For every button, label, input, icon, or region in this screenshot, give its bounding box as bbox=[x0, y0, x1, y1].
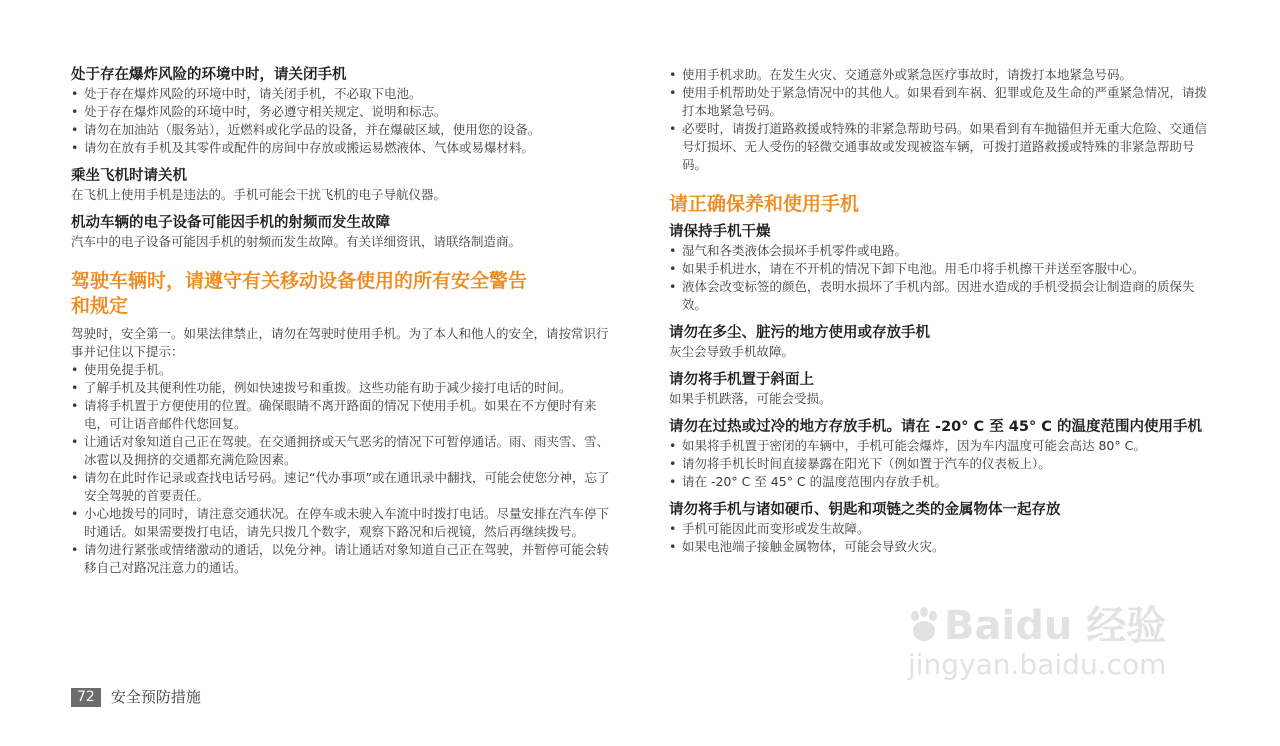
footer-section-title: 安全预防措施 bbox=[110, 688, 201, 706]
watermark-brand: Baidu 经验 bbox=[944, 603, 1167, 649]
metal-objects-bullets bbox=[669, 520, 1209, 556]
list-item: • 请在 -20° C 至 45° C 的温度范围内存放手机。 bbox=[669, 473, 1209, 491]
list-item: • 使用手机求助。在发生火灾、交通意外或紧急医疗事故时，请拨打本地紧急号码。 bbox=[669, 66, 1209, 84]
section-title-airplane: 乘坐飞机时请关机 bbox=[71, 168, 187, 184]
list-item: • 让通话对象知道自己正在驾驶。在交通拥挤或天气恶劣的情况下可暂停通话。雨、雨夹雪、雪、冰雹以及拥挤的交通都充满危险因素。 bbox=[71, 433, 611, 469]
list-item: • 处于存在爆炸风险的环境中时，请关闭手机，不必取下电池。 bbox=[71, 85, 611, 103]
watermark-url: jingyan.baidu.com bbox=[908, 648, 1167, 681]
list-item: • 了解手机及其便利性功能，例如快速拨号和重拨。这些功能有助于减少接打电话的时间。 bbox=[71, 379, 611, 397]
driving-intro: 驾驶时，安全第一。如果法律禁止，请勿在驾驶时使用手机。为了本人和他人的安全，请按常识行事并记住以下提示： bbox=[71, 326, 609, 359]
keep-dry-bullets bbox=[669, 242, 1209, 314]
list-item: • 如果将手机置于密闭的车辆中，手机可能会爆炸，因为车内温度可能会高达 80° C。 bbox=[669, 437, 1209, 455]
list-item: • 小心地拨号的同时，请注意交通状况。在停车或未驶入车流中时拨打电话。尽量安排在汽车停下时通话。如果需要拨打电话，请先只拨几个数字，观察下路况和后视镜，然后再继续拨号。 bbox=[71, 505, 611, 541]
list-item: • 如果电池端子接触金属物体，可能会导致火灾。 bbox=[669, 538, 1209, 556]
list-item: • 请勿在放有手机及其零件或配件的房间中存放或搬运易燃液体、气体或易爆材料。 bbox=[71, 139, 611, 157]
section-title-driving bbox=[71, 269, 611, 319]
slope-text: 如果手机跌落，可能会受损。 bbox=[669, 391, 832, 406]
list-item: • 处于存在爆炸风险的环境中时，务必遵守相关规定、说明和标志。 bbox=[71, 103, 611, 121]
driving-title-line-1: 驾驶车辆时，请遵守有关移动设备使用的所有安全警告 bbox=[71, 270, 528, 292]
baidu-jingyan-watermark bbox=[906, 603, 1206, 686]
temperature-bullets bbox=[669, 437, 1209, 491]
list-item: • 请勿进行紧张或情绪激动的通话，以免分神。请让通话对象知道自己正在驾驶，并暂停可能会转移自己对路况注意力的通话。 bbox=[71, 541, 611, 577]
airplane-text: 在飞机上使用手机是违法的。手机可能会干扰飞机的电子导航仪器。 bbox=[71, 187, 447, 202]
vehicle-electronics-text: 汽车中的电子设备可能因手机的射频而发生故障。有关详细资讯，请联络制造商。 bbox=[71, 234, 522, 249]
list-item: • 请勿在此时作记录或查找电话号码。速记“代办事项”或在通讯录中翻找，可能会使您分神，忘了安全驾驶的首要责任。 bbox=[71, 469, 611, 505]
list-item: • 必要时，请拨打道路救援或特殊的非紧急帮助号码。如果看到有车抛锚但并无重大危险、交通信号灯损坏、无人受伤的轻微交通事故或发现被盗车辆，可拨打道路救援或特殊的非紧急帮助号码。 bbox=[669, 120, 1209, 174]
driving-title-line-2: 和规定 bbox=[71, 295, 129, 317]
right-column bbox=[669, 66, 1209, 556]
section-title-temperature: 请勿在过热或过冷的地方存放手机。请在 -20° C 至 45° C 的温度范围内使用手机 bbox=[669, 419, 1202, 435]
list-item: • 手机可能因此而变形或发生故障。 bbox=[669, 520, 1209, 538]
list-item: • 请将手机置于方便使用的位置。确保眼睛不离开路面的情况下使用手机。如果在不方便时有来电，可让语音邮件代您回复。 bbox=[71, 397, 611, 433]
dust-text: 灰尘会导致手机故障。 bbox=[669, 344, 795, 359]
section-title-vehicle-electronics: 机动车辆的电子设备可能因手机的射频而发生故障 bbox=[71, 215, 390, 231]
page-number: 72 bbox=[71, 688, 101, 707]
emergency-bullets bbox=[669, 66, 1209, 174]
list-item: • 请勿在加油站（服务站），近燃料或化学品的设备，并在爆破区域，使用您的设备。 bbox=[71, 121, 611, 139]
section-title-keep-dry: 请保持手机干燥 bbox=[669, 224, 771, 240]
list-item: • 使用手机帮助处于紧急情况中的其他人。如果看到车祸、犯罪或危及生命的严重紧急情况，请拨打本地紧急号码。 bbox=[669, 84, 1209, 120]
section-title-metal-objects: 请勿将手机与诸如硬币、钥匙和项链之类的金属物体一起存放 bbox=[669, 502, 1061, 518]
section-title-care: 请正确保养和使用手机 bbox=[669, 193, 860, 215]
left-column bbox=[71, 66, 611, 577]
driving-bullets bbox=[71, 361, 611, 577]
page-footer bbox=[71, 688, 201, 707]
list-item: • 请勿将手机长时间直接暴露在阳光下（例如置于汽车的仪表板上）。 bbox=[669, 455, 1209, 473]
baidu-paw-icon bbox=[906, 606, 942, 644]
section-title-slope: 请勿将手机置于斜面上 bbox=[669, 372, 814, 388]
list-item: • 液体会改变标签的颜色，表明水损坏了手机内部。因进水造成的手机受损会让制造商的质保失效。 bbox=[669, 278, 1209, 314]
section-title-dust: 请勿在多尘、脏污的地方使用或存放手机 bbox=[669, 325, 930, 341]
list-item: • 如果手机进水，请在不开机的情况下卸下电池。用毛巾将手机擦干并送至客服中心。 bbox=[669, 260, 1209, 278]
list-item: • 使用免提手机。 bbox=[71, 361, 611, 379]
explosion-bullets bbox=[71, 85, 611, 157]
list-item: • 湿气和各类液体会损坏手机零件或电路。 bbox=[669, 242, 1209, 260]
section-title-explosion: 处于存在爆炸风险的环境中时，请关闭手机 bbox=[71, 67, 347, 83]
